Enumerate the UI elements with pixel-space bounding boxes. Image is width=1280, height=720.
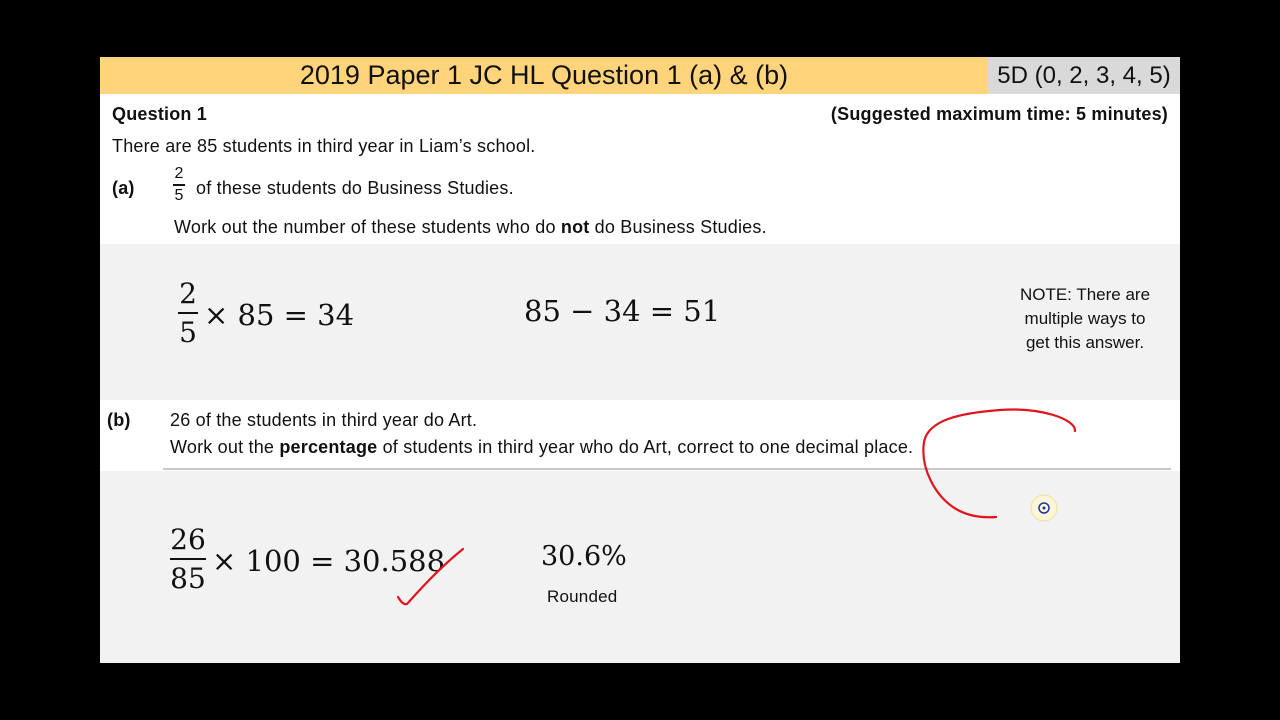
- question-intro: There are 85 students in third year in Liam’s school.: [112, 136, 536, 156]
- part-b-divider: [163, 468, 1171, 470]
- solution-a-fraction: [178, 277, 198, 349]
- fraction-bar: [170, 558, 206, 560]
- slide: [100, 57, 1180, 663]
- part-a-label: (a): [112, 178, 135, 198]
- time-note: (Suggested maximum time: 5 minutes): [830, 104, 1168, 124]
- part-b-line2-pre: Work out the: [170, 437, 280, 457]
- solution-a-frac-den: 5: [179, 316, 197, 349]
- note-line: get this answer.: [1025, 333, 1145, 352]
- solution-b-answer-label: Rounded: [547, 587, 618, 606]
- solution-a-subtraction: 85 − 34 = 51: [524, 294, 721, 328]
- solution-b-answer: 30.6%: [541, 541, 627, 572]
- cursor-icon: [1031, 495, 1057, 521]
- fraction-bar: [178, 312, 198, 314]
- solution-b-fraction: [170, 523, 206, 595]
- solution-b-frac-num: 26: [170, 523, 206, 556]
- part-b-line2: [170, 437, 913, 458]
- fraction-bar: [173, 184, 185, 186]
- part-a-line2-pre: Work out the number of these students who do: [174, 217, 561, 237]
- solution-a-frac-num: 2: [179, 277, 197, 310]
- solution-b-frac-den: 85: [170, 562, 206, 595]
- part-a-fraction: [173, 165, 185, 205]
- part-a-fraction-den: 5: [174, 186, 184, 204]
- solution-note: [985, 283, 1180, 355]
- note-line: multiple ways to: [1024, 309, 1146, 328]
- topic-code-badge: 5D (0, 2, 3, 4, 5): [988, 57, 1180, 94]
- part-b-label: (b): [107, 410, 131, 430]
- part-a-line2-post: do Business Studies.: [589, 217, 767, 237]
- part-a-line2: [174, 217, 767, 238]
- slide-title: 2019 Paper 1 JC HL Question 1 (a) & (b): [100, 57, 988, 94]
- part-b-line1: 26 of the students in third year do Art.: [170, 410, 478, 430]
- question-heading: Question 1: [112, 104, 208, 124]
- solution-b-expression: × 100 = 30.588: [212, 544, 446, 578]
- part-b-line2-post: of students in third year who do Art, correct to one decimal place.: [377, 437, 914, 457]
- part-a-line1: of these students do Business Studies.: [196, 178, 514, 198]
- part-a-line2-bold: not: [560, 217, 590, 237]
- part-a-fraction-num: 2: [174, 165, 184, 182]
- part-b-line2-bold: percentage: [279, 437, 378, 457]
- solution-a-expression: × 85 = 34: [204, 298, 355, 332]
- note-line: NOTE: There are: [1019, 285, 1151, 304]
